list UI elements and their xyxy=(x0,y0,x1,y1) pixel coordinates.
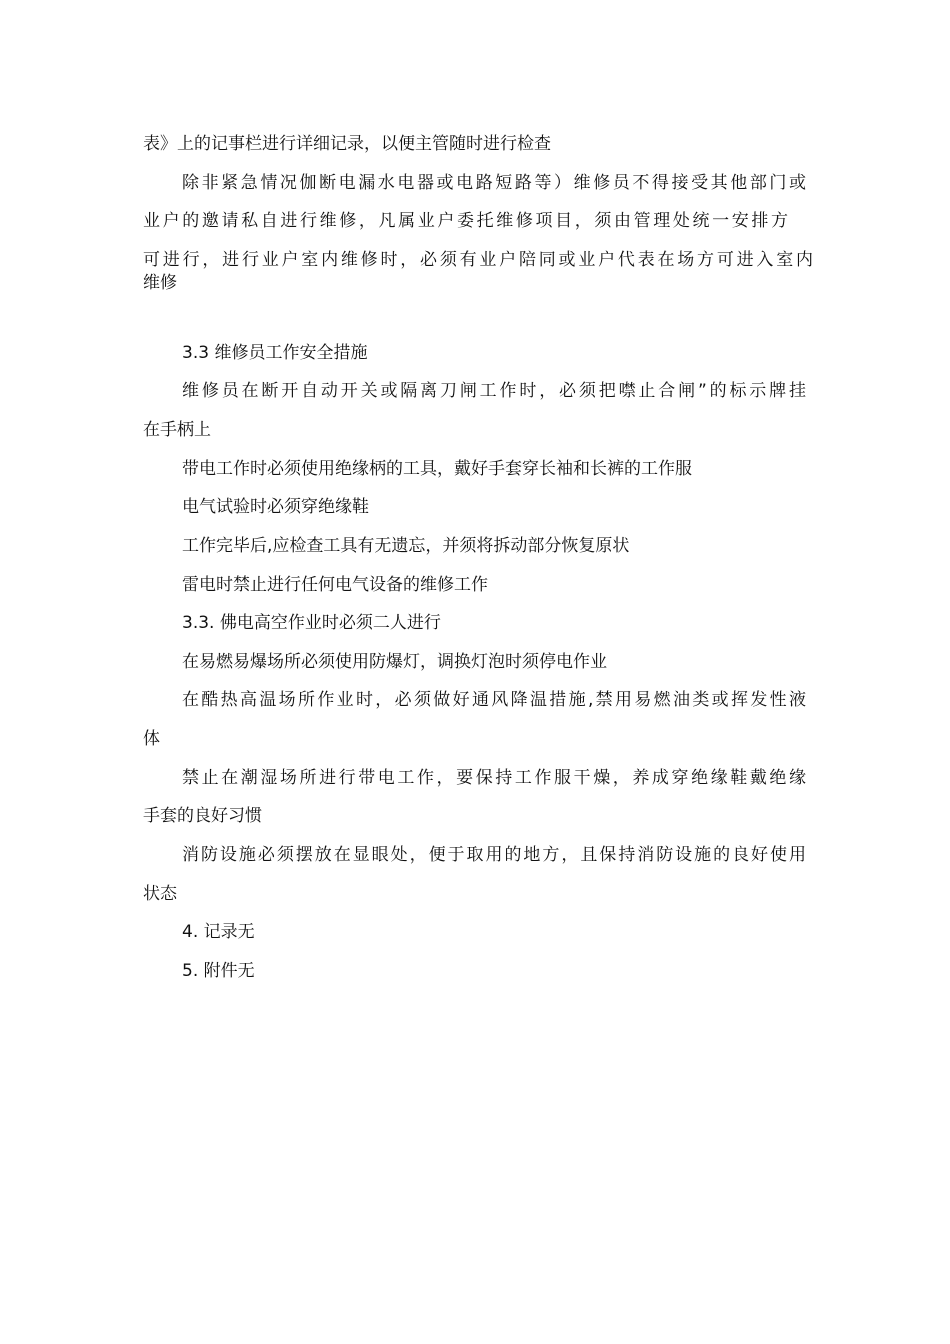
text-line: 在易燃易爆场所必须使用防爆灯，调换灯泡时须停电作业 xyxy=(182,652,607,672)
text-line: 手套的良好习惯 xyxy=(143,806,262,826)
text-line: 可进行，进行业户室内维修时，必须有业户陪同或业户代表在场方可进入室内 xyxy=(143,250,813,270)
text-line: 消防设施必须摆放在显眼处，便于取用的地方，且保持消防设施的良好使用 xyxy=(182,845,806,865)
text-line: 业户的邀请私自进行维修，凡属业户委托维修项目，须由管理处统一安排方 xyxy=(143,211,788,231)
section-heading: 5. 附件无 xyxy=(182,961,255,981)
text-line: 电气试验时必须穿绝缘鞋 xyxy=(182,497,369,517)
text-line: 除非紧急情况伽断电漏水电器或电路短路等）维修员不得接受其他部门或 xyxy=(182,173,806,193)
section-heading: 3.3 维修员工作安全措施 xyxy=(182,343,368,363)
text-line: 在酷热高温场所作业时，必须做好通风降温措施,禁用易燃油类或挥发性液 xyxy=(182,690,806,710)
text-line: 工作完毕后,应检查工具有无遗忘，并须将拆动部分恢复原状 xyxy=(182,536,630,556)
text-line: 禁止在潮湿场所进行带电工作，要保持工作服干燥，养成穿绝缘鞋戴绝缘 xyxy=(182,768,806,788)
text-line: 状态 xyxy=(143,884,177,904)
text-line: 维修 xyxy=(143,273,177,293)
text-line: 雷电时禁止进行任何电气设备的维修工作 xyxy=(182,575,488,595)
text-line: 维修员在断开自动开关或隔离刀闸工作时，必须把噤止合闸”的标示牌挂 xyxy=(182,381,806,401)
text-line: 表》上的记事栏进行详细记录，以便主管随时进行检查 xyxy=(143,134,551,154)
text-line: 带电工作时必须使用绝缘柄的工具，戴好手套穿长袖和长裤的工作服 xyxy=(182,459,692,479)
section-heading: 4. 记录无 xyxy=(182,922,255,942)
text-line: 在手柄上 xyxy=(143,420,211,440)
section-heading: 3.3. 佛电高空作业时必须二人进行 xyxy=(182,613,441,633)
text-line: 体 xyxy=(143,729,160,749)
